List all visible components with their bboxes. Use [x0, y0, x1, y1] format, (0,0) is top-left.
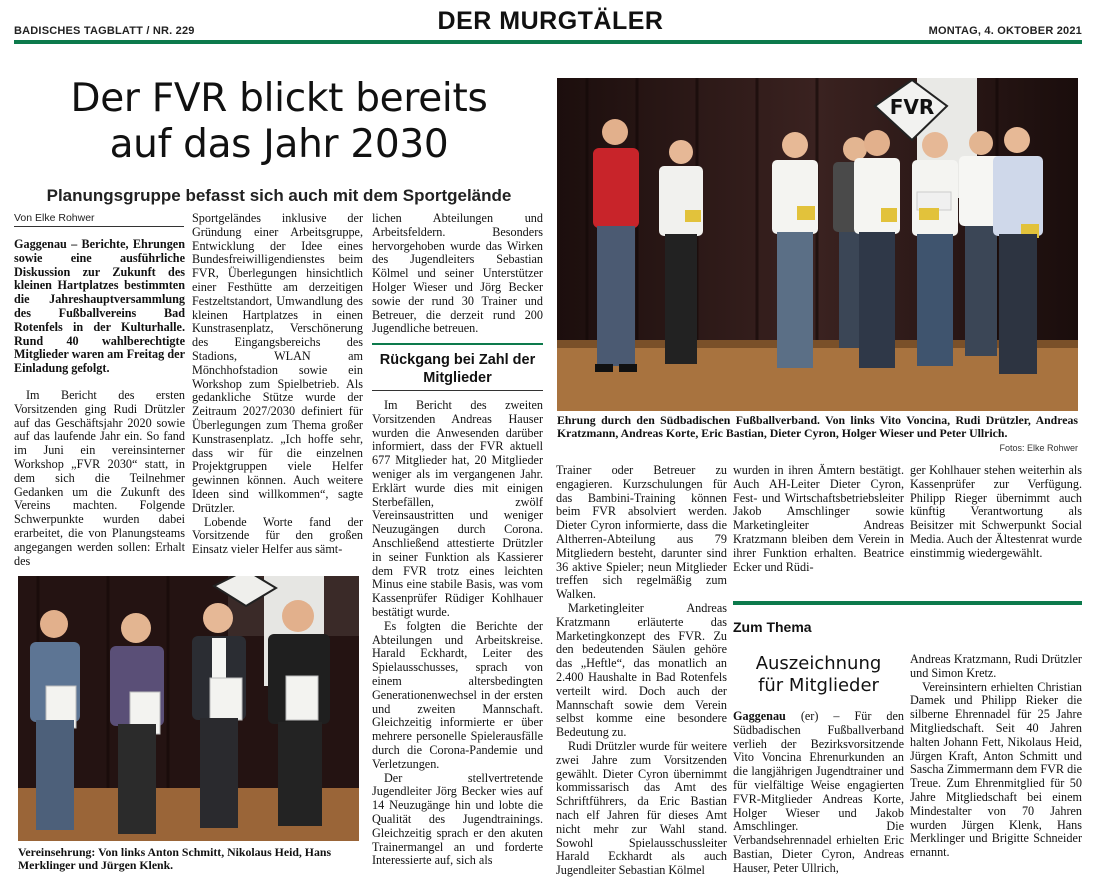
- subsection-heading: Rückgang bei Zahl der Mitglieder: [372, 343, 543, 387]
- paragraph: Es folgten die Berichte der Abteilungen und Arbeitskreise. Harald Eckhardt, Leiter des Spielausschusses, sprach von einem altersbedingten Generationenwechsel in der ersten und zweiten Mannschaft. Gleichzeitig informierte er über mehrere personelle Spielerausfälle durch die Corona-Pandemie und Verletzungen.: [372, 618, 543, 771]
- article-column-2: [192, 212, 363, 557]
- paragraph: Marketingleiter Andreas Kratzmann erläuterte das Marketingkonzept des FVR. Zu den bedeutenden Säulen gehöre das „Heftle“, das monatlich an 2.400 Haushalte in Bad Rotenfels verteilt wird. Doch auch der Mannschaft sowie dem Verein selbst komme eine besondere Bedeutung zu.: [556, 600, 727, 740]
- article-column-5: [733, 464, 904, 574]
- subheadline: Planungsgruppe befasst sich auch mit dem Sportgelände: [46, 186, 512, 205]
- header-rule: [14, 40, 1082, 44]
- info-box-title: [733, 653, 904, 697]
- headline-line-1: Der FVR blickt bereits: [70, 76, 488, 121]
- info-box-text: (er) – Für den Südbadischen Fußballverband verlieh der Bezirksvorsitzende Vito Voncina Ehrenurkunden an die langjährigen Jugendtrainer und für vielfältige Weise engagierten FVR-Mitglieder Andreas Korte, Holger Wieser und Jakob Amschlinger. Die Verbandsehrennadel erhielten Eric Bastian, Dieter Cyron, Andreas Hauser, Peter Ullrich,: [733, 709, 904, 875]
- photo-credit: Fotos: Elke Rohwer: [999, 443, 1078, 453]
- info-box-label: Zum Thema: [733, 619, 812, 635]
- paragraph: Der stellvertretende Jugendleiter Jörg Becker wies auf 14 Neuzugänge hin und lobte die Qualität des Jugendtrainings. Gleichzeitig sprach er den akuten Trainermangel an und forderte Interessierte auf, sich als: [372, 770, 543, 868]
- paragraph: Sportgeländes inklusive der Gründung einer Arbeitsgruppe, Entwicklung der Idee eines Bundesfreiwilligendienstes beim FVR, Überlegungen hinsichtlich einer Festhütte am derzeitigen Festzeltstandort, Umwandlung des kleinen Hartplatzes in einen Kunstrasenplatz, Verschönerung des Eingangsbereichs des Stadions, WLAN am Mönchhofstadion sowie ein Workshop zum Spielbetrieb. Als gedankliche Stütze wurde der Zeitraum 2027/2030 definiert für Überlegungen zum Thema großer Kunstrasenplatz. „Ich hoffe sehr, dass wir für die einzelnen Projektgruppen viele Helfer gewinnen können. Auch weitere Ideen sind willkommen“, sagte Drützler.: [192, 211, 363, 515]
- article-lead: Gaggenau – Berichte, Ehrungen sowie eine ausführliche Diskussion zur Zukunft des kleinen Hartplatzes bestimmten die Jahreshauptversammlung des Fußballvereins Bad Rotenfels in der Kulturhalle. Rund 40 wahlberechtigte Mitglieder waren am Freitag der Einladung gefolgt.: [14, 237, 185, 376]
- main-photo: [557, 78, 1078, 411]
- main-photo-caption: Ehrung durch den Südbadischen Fußballverband. Von links Vito Voncina, Rudi Drützler, Andreas Kratzmann, Andreas Korte, Eric Bastian, Dieter Cyron, Holger Wieser und Peter Ullrich.: [557, 413, 1078, 441]
- dateline: Gaggenau: [733, 709, 786, 723]
- article-column-4: [556, 464, 727, 877]
- club-honors-image: [18, 576, 359, 841]
- headline-line-2: auf das Jahr 2030: [109, 122, 449, 167]
- byline: Von Elke Rohwer: [14, 212, 184, 227]
- article-column-6: [910, 464, 1082, 561]
- second-photo-caption: Vereinsehrung: Von links Anton Schmitt, Nikolaus Heid, Hans Merklinger und Jürgen Klenk.: [18, 845, 332, 873]
- info-box-rule: [733, 601, 1082, 605]
- paragraph: Im Bericht des zweiten Vorsitzenden Andreas Hauser wurden die Anwesenden darüber informiert, dass der FVR aktuell 677 Mitglieder hat, 20 Mitglieder weniger als im vergangenen Jahr. Erklärt wurde dies mit einigen Sterbefällen, zwölf Vereinsaustritten und weniger Neuzugängen durch Corona. Anschließend attestierte Drützler in seiner Funktion als Kassierer dem FVR trotz eines leichten Minus eine stabile Basis, was vom Kassenprüfer Rüdiger Kohlhauer bestätigt wurde.: [372, 398, 543, 619]
- paragraph: ger Kohlhauer stehen weiterhin als Kassenprüfer zur Verfügung. Philipp Rieger übernimmt auch künftig Verantwortung als Beisitzer mit Schwerpunkt Social Media. Auch der Ältestenrat wurde einstimmig wiedergewählt.: [910, 463, 1082, 560]
- paragraph: Lobende Worte fand der Vorsitzende für den großen Einsatz vieler Helfer aus sämt-: [192, 514, 363, 557]
- issue-date: MONTAG, 4. OKTOBER 2021: [928, 25, 1082, 37]
- banner-logo-text: FVR: [889, 95, 935, 119]
- newspaper-issue: BADISCHES TAGBLATT / NR. 229: [14, 25, 195, 37]
- section-title: DER MURGTÄLER: [437, 7, 664, 35]
- article-column-1: [14, 238, 185, 568]
- info-box-column-2: [910, 653, 1082, 860]
- info-box-column-1: [733, 710, 904, 876]
- info-box-title-line-1: Auszeichnung: [755, 653, 882, 674]
- info-box-title-line-2: für Mitglieder: [758, 675, 879, 696]
- paragraph: Trainer oder Betreuer zu engagieren. Kurzschulungen für das Bambini-Training können beim FVR absolviert werden. Dieter Cyron informierte, dass die Altherren-Abteilung aus 79 Mitgliedern besteht, darunter sind 36 aktive Spieler; neun Mitglieder treffen sich regelmäßig zum Walken.: [556, 463, 727, 602]
- paragraph: Im Bericht des ersten Vorsitzenden ging Rudi Drützler auf das Geschäftsjahr 2020 sowie auf das laufende Jahr ein. So fand im Juni ein vereinsinterner Workshop „FVR 2030“ statt, in dem sich die Teilnehmer Gedanken um die Zukunft des Vereins machten. Folgende Schwerpunkte wurden dabei erarbeitet, die von Planungsteams angegangen werden sollen: Erhalt des: [14, 387, 185, 568]
- paragraph: wurden in ihren Ämtern bestätigt. Auch AH-Leiter Dieter Cyron, Fest- und Wirtschaftsbetriebsleiter Jakob Amschlinger sowie Marketingleiter Andreas Kratzmann bleiben dem Verein in ihrer Funktion erhalten. Beatrice Ecker und Rüdi-: [733, 463, 904, 574]
- subsection-rule: [372, 390, 543, 391]
- paragraph: Andreas Kratzmann, Rudi Drützler und Simon Kretz.: [910, 652, 1082, 680]
- article-column-3-continued: [372, 399, 543, 868]
- paragraph: lichen Abteilungen und Arbeitsfeldern. Besonders hervorgehoben wurde das Wirken des Jugendleiters Sebastian Kölmel und seiner Unterstützer Holger Wieser und Jörg Becker sowie der rund 30 Trainer und Betreuer, die derzeit rund 200 Jugendliche betreuen.: [372, 211, 543, 336]
- award-ceremony-image: [557, 78, 1078, 411]
- paragraph: Rudi Drützler wurde für weitere zwei Jahre zum Vorsitzenden gewählt. Dieter Cyron übernimmt kommissarisch das Amt des Schriftführers, da Eric Bastian nach elf Jahren für dieses Amt nicht mehr zur Wahl stand. Sowohl Spielausschussleiter Harald Eckhardt als auch Jugendleiter Sebastian Kölmel: [556, 738, 727, 877]
- second-photo: [18, 576, 359, 841]
- headline: [14, 76, 544, 168]
- article-column-3: [372, 212, 543, 336]
- paragraph: Vereinsintern erhielten Christian Damek und Philipp Rieker die silberne Ehrennadel für 25 Jahre Mitgliedschaft. Seit 40 Jahren halten Johann Fett, Nikolaus Heid, Jürgen Kraft, Anton Schmitt und Sascha Zimmermann dem FVR die Treue. Zum Ehrenmitglied für 50 Jahre Mitgliedschaft bei einem Mindestalter von 70 Jahren wurden Jürgen Klenk, Hans Merklinger und Brigitte Schneider ernannt.: [910, 679, 1082, 860]
